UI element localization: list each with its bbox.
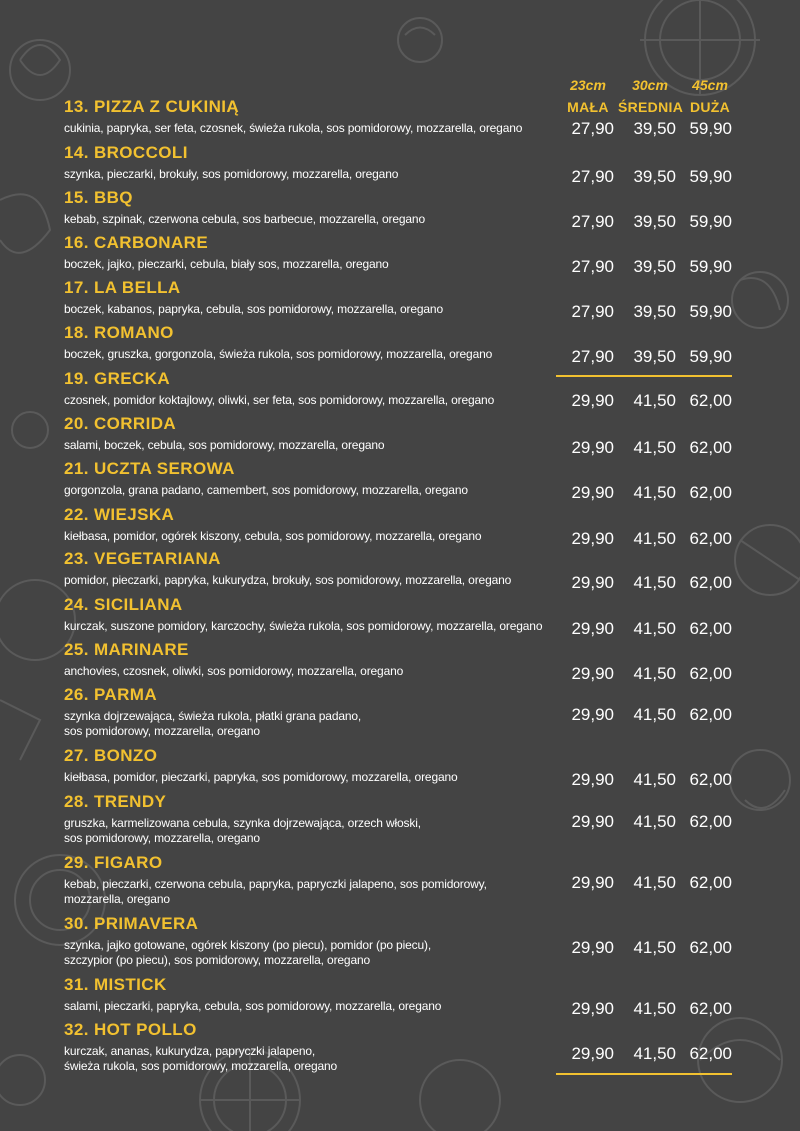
menu-item-ingredients — [64, 664, 554, 679]
ingredients-line: boczek, gruszka, gorgonzola, świeża rukola, sos pomidorowy, mozzarella, oregano — [64, 347, 493, 361]
menu-item-ingredients — [64, 816, 554, 846]
price-medium: 39,50 — [633, 347, 676, 366]
ingredients-line: świeża rukola, sos pomidorowy, mozzarella, oregano — [64, 1059, 338, 1073]
ingredients-line: szynka, jajko gotowane, ogórek kiszony (po piecu), pomidor (po piecu), — [64, 938, 432, 952]
menu-item-ingredients — [64, 121, 554, 136]
ingredients-line: sos pomidorowy, mozzarella, oregano — [64, 831, 260, 845]
size-name-label: ŚREDNIA — [618, 99, 684, 115]
ingredients-line: pomidor, pieczarki, papryka, kukurydza, brokuły, sos pomidorowy, mozzarella, oregano — [64, 573, 512, 587]
menu-item-ingredients — [64, 619, 554, 634]
price-small: 29,90 — [571, 873, 614, 892]
menu-item-ingredients — [64, 393, 554, 408]
menu-item-ingredients — [64, 709, 554, 739]
menu-item-title: 30. PRIMAVERA — [64, 914, 199, 933]
price-large: 59,90 — [689, 302, 732, 321]
ingredients-line: szczypior (po piecu), sos pomidorowy, mozzarella, oregano — [64, 953, 371, 967]
price-small: 29,90 — [571, 705, 614, 724]
menu-item-ingredients — [64, 938, 554, 968]
size-name-label: DUŻA — [689, 99, 731, 115]
ingredients-line: kiełbasa, pomidor, ogórek kiszony, cebula, sos pomidorowy, mozzarella, oregano — [64, 529, 482, 543]
menu-item-ingredients — [64, 302, 554, 317]
size-name-label: MAŁA — [567, 99, 609, 115]
price-medium: 39,50 — [633, 212, 676, 231]
menu-item-title: 14. BROCCOLI — [64, 143, 188, 162]
price-small: 29,90 — [571, 391, 614, 410]
price-medium: 41,50 — [633, 483, 676, 502]
price-medium: 41,50 — [633, 438, 676, 457]
price-large: 62,00 — [689, 938, 732, 957]
menu-item-title: 28. TRENDY — [64, 792, 167, 811]
menu-item-ingredients — [64, 573, 554, 588]
size-cm-label: 30cm — [632, 77, 668, 93]
price-medium: 41,50 — [633, 573, 676, 592]
price-small: 29,90 — [571, 770, 614, 789]
price-small: 29,90 — [571, 619, 614, 638]
price-small: 29,90 — [571, 1044, 614, 1063]
price-large: 59,90 — [689, 257, 732, 276]
price-small: 27,90 — [571, 302, 614, 321]
menu-item-ingredients — [64, 438, 554, 453]
price-small: 27,90 — [571, 119, 614, 138]
menu-item-ingredients — [64, 1044, 554, 1074]
ingredients-line: kebab, pieczarki, czerwona cebula, papryka, papryczki jalapeno, sos pomidorowy, — [64, 877, 487, 891]
price-medium: 41,50 — [633, 812, 676, 831]
menu-item-ingredients — [64, 483, 554, 498]
price-divider-line-bottom — [556, 1073, 732, 1075]
size-cm-label: 23cm — [570, 77, 606, 93]
menu-item-title: 31. MISTICK — [64, 975, 167, 994]
price-large: 62,00 — [689, 812, 732, 831]
price-medium: 41,50 — [633, 999, 676, 1018]
price-divider-line — [556, 375, 732, 377]
menu-item-title: 18. ROMANO — [64, 323, 174, 342]
ingredients-line: kebab, szpinak, czerwona cebula, sos barbecue, mozzarella, oregano — [64, 212, 425, 226]
menu-item-ingredients — [64, 212, 554, 227]
price-large: 62,00 — [689, 573, 732, 592]
menu-item-title: 20. CORRIDA — [64, 414, 177, 433]
price-medium: 39,50 — [633, 302, 676, 321]
price-small: 29,90 — [571, 529, 614, 548]
price-medium: 41,50 — [633, 1044, 676, 1063]
price-medium: 41,50 — [633, 705, 676, 724]
price-small: 29,90 — [571, 812, 614, 831]
menu-item-title: 19. GRECKA — [64, 369, 171, 388]
price-medium: 39,50 — [633, 257, 676, 276]
price-medium: 41,50 — [633, 391, 676, 410]
price-large: 62,00 — [689, 873, 732, 892]
price-large: 59,90 — [689, 212, 732, 231]
ingredients-line: czosnek, pomidor koktajlowy, oliwki, ser feta, sos pomidorowy, mozzarella, oregano — [64, 393, 495, 407]
ingredients-line: salami, boczek, cebula, sos pomidorowy, mozzarella, oregano — [64, 438, 385, 452]
price-large: 59,90 — [689, 119, 732, 138]
ingredients-line: gruszka, karmelizowana cebula, szynka dojrzewająca, orzech włoski, — [64, 816, 421, 830]
menu-item-title: 25. MARINARE — [64, 640, 189, 659]
ingredients-line: szynka, pieczarki, brokuły, sos pomidorowy, mozzarella, oregano — [64, 167, 399, 181]
price-small: 29,90 — [571, 483, 614, 502]
menu-item-ingredients — [64, 770, 554, 785]
menu-item-title: 21. UCZTA SEROWA — [64, 459, 235, 478]
price-medium: 41,50 — [633, 770, 676, 789]
price-large: 62,00 — [689, 999, 732, 1018]
price-small: 27,90 — [571, 257, 614, 276]
price-medium: 41,50 — [633, 938, 676, 957]
price-large: 59,90 — [689, 167, 732, 186]
menu-item-title: 17. LA BELLA — [64, 278, 181, 297]
price-medium: 39,50 — [633, 119, 676, 138]
ingredients-line: boczek, jajko, pieczarki, cebula, biały sos, mozzarella, oregano — [64, 257, 389, 271]
ingredients-line: kurczak, suszone pomidory, karczochy, świeża rukola, sos pomidorowy, mozzarella, oregano — [64, 619, 543, 633]
menu-item-ingredients — [64, 999, 554, 1014]
menu-item-title: 32. HOT POLLO — [64, 1020, 197, 1039]
price-large: 62,00 — [689, 391, 732, 410]
menu-item-title: 16. CARBONARE — [64, 233, 209, 252]
price-medium: 41,50 — [633, 529, 676, 548]
menu-item-title: 13. PIZZA Z CUKINIĄ — [64, 97, 240, 116]
menu-item-ingredients — [64, 257, 554, 272]
ingredients-line: sos pomidorowy, mozzarella, oregano — [64, 724, 260, 738]
ingredients-line: mozzarella, oregano — [64, 892, 170, 906]
ingredients-line: anchovies, czosnek, oliwki, sos pomidorowy, mozzarella, oregano — [64, 664, 404, 678]
price-large: 62,00 — [689, 705, 732, 724]
menu-item-title: 22. WIEJSKA — [64, 505, 175, 524]
ingredients-line: gorgonzola, grana padano, camembert, sos pomidorowy, mozzarella, oregano — [64, 483, 468, 497]
menu-item-ingredients — [64, 347, 554, 362]
price-large: 59,90 — [689, 347, 732, 366]
price-medium: 41,50 — [633, 664, 676, 683]
price-large: 62,00 — [689, 619, 732, 638]
menu-item-ingredients — [64, 877, 554, 907]
price-small: 27,90 — [571, 212, 614, 231]
menu-item-ingredients — [64, 529, 554, 544]
price-small: 29,90 — [571, 664, 614, 683]
ingredients-line: boczek, kabanos, papryka, cebula, sos pomidorowy, mozzarella, oregano — [64, 302, 443, 316]
ingredients-line: cukinia, papryka, ser feta, czosnek, świeża rukola, sos pomidorowy, mozzarella, oregano — [64, 121, 523, 135]
ingredients-line: szynka dojrzewająca, świeża rukola, płatki grana padano, — [64, 709, 362, 723]
menu-item-title: 24. SICILIANA — [64, 595, 183, 614]
price-small: 29,90 — [571, 999, 614, 1018]
menu-item-title: 27. BONZO — [64, 746, 158, 765]
price-small: 29,90 — [571, 573, 614, 592]
menu-item-ingredients — [64, 167, 554, 182]
price-large: 62,00 — [689, 770, 732, 789]
price-large: 62,00 — [689, 438, 732, 457]
ingredients-line: kurczak, ananas, kukurydza, papryczki jalapeno, — [64, 1044, 316, 1058]
menu-item-title: 15. BBQ — [64, 188, 133, 207]
price-large: 62,00 — [689, 529, 732, 548]
menu-item-title: 29. FIGARO — [64, 853, 163, 872]
price-large: 62,00 — [689, 1044, 732, 1063]
size-cm-label: 45cm — [692, 77, 728, 93]
price-medium: 39,50 — [633, 167, 676, 186]
price-small: 27,90 — [571, 347, 614, 366]
price-medium: 41,50 — [633, 873, 676, 892]
menu-item-title: 26. PARMA — [64, 685, 158, 704]
price-small: 29,90 — [571, 938, 614, 957]
menu-item-title: 23. VEGETARIANA — [64, 549, 221, 568]
ingredients-line: salami, pieczarki, papryka, cebula, sos pomidorowy, mozzarella, oregano — [64, 999, 442, 1013]
price-small: 29,90 — [571, 438, 614, 457]
ingredients-line: kiełbasa, pomidor, pieczarki, papryka, sos pomidorowy, mozzarella, oregano — [64, 770, 458, 784]
price-medium: 41,50 — [633, 619, 676, 638]
price-large: 62,00 — [689, 483, 732, 502]
price-small: 27,90 — [571, 167, 614, 186]
price-large: 62,00 — [689, 664, 732, 683]
